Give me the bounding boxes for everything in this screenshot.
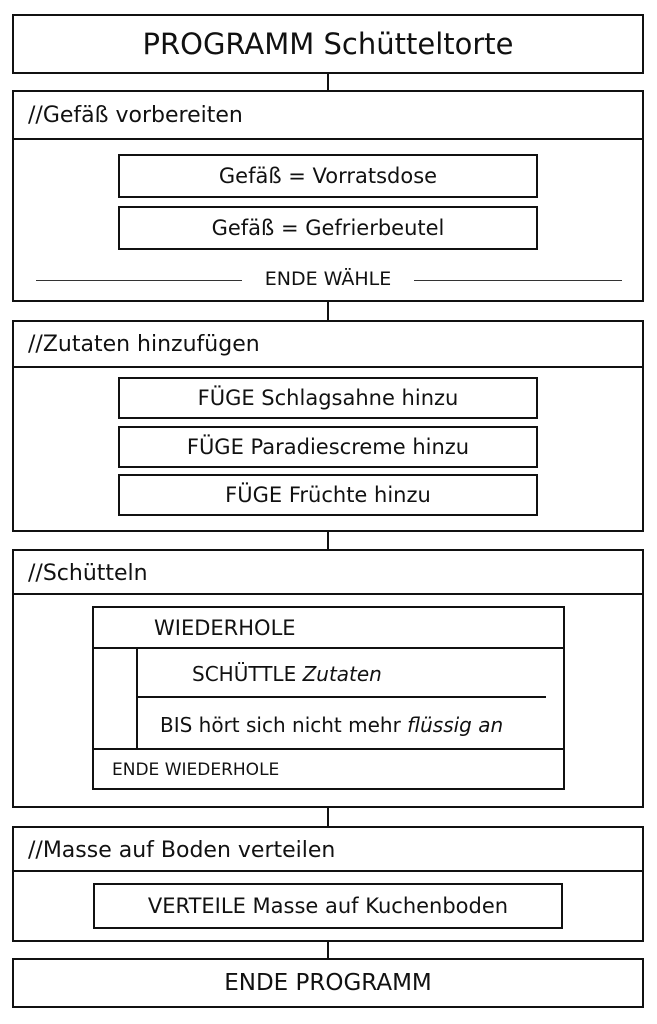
connector (327, 72, 329, 92)
section-header-shake: //Schütteln (28, 561, 148, 586)
loop-body-divider (136, 696, 546, 698)
loop-body-statement (192, 664, 382, 684)
program-title-box (12, 14, 644, 74)
section-header-ingredients: //Zutaten hinzufügen (28, 332, 260, 357)
section-divider (12, 870, 644, 872)
step-box (118, 426, 538, 468)
option-label: Gefäß = Gefrierbeutel (211, 215, 445, 240)
program-title: PROGRAMM Schütteltorte (142, 26, 514, 61)
loop-condition-emphasis: flüssig an (407, 713, 504, 737)
end-select-label: ENDE WÄHLE (264, 268, 392, 290)
program-end-box (12, 958, 644, 1008)
section-header-prepare: //Gefäß vorbereiten (28, 103, 243, 128)
loop-condition-text: BIS hört sich nicht mehr (160, 713, 401, 737)
section-divider (12, 366, 644, 368)
step-label: FÜGE Früchte hinzu (225, 482, 431, 507)
connector (327, 300, 329, 322)
step-box (118, 377, 538, 419)
connector (327, 806, 329, 828)
loop-body-keyword: SCHÜTTLE (192, 662, 297, 686)
loop-start-label: WIEDERHOLE (154, 616, 296, 640)
loop-condition (160, 715, 503, 735)
connector (327, 531, 329, 551)
option-box (118, 154, 538, 198)
loop-body-object: Zutaten (302, 662, 382, 686)
step-label: FÜGE Schlagsahne hinzu (197, 385, 459, 410)
connector (327, 940, 329, 960)
step-label: VERTEILE Masse auf Kuchenboden (147, 893, 509, 918)
loop-header-divider (92, 647, 565, 649)
step-label: FÜGE Paradiescreme hinzu (186, 434, 470, 459)
loop-body-rail (136, 647, 138, 749)
end-select-rule-left (36, 280, 242, 281)
option-box (118, 206, 538, 250)
section-divider (12, 593, 644, 595)
loop-end-label: ENDE WIEDERHOLE (112, 760, 280, 780)
step-box (118, 474, 538, 516)
option-label: Gefäß = Vorratsdose (218, 163, 438, 188)
section-header-spread: //Masse auf Boden verteilen (28, 838, 336, 863)
program-end: ENDE PROGRAMM (224, 969, 432, 996)
end-select-rule-right (414, 280, 622, 281)
step-box (93, 883, 563, 929)
loop-footer-divider (92, 748, 565, 750)
section-divider (12, 138, 644, 140)
